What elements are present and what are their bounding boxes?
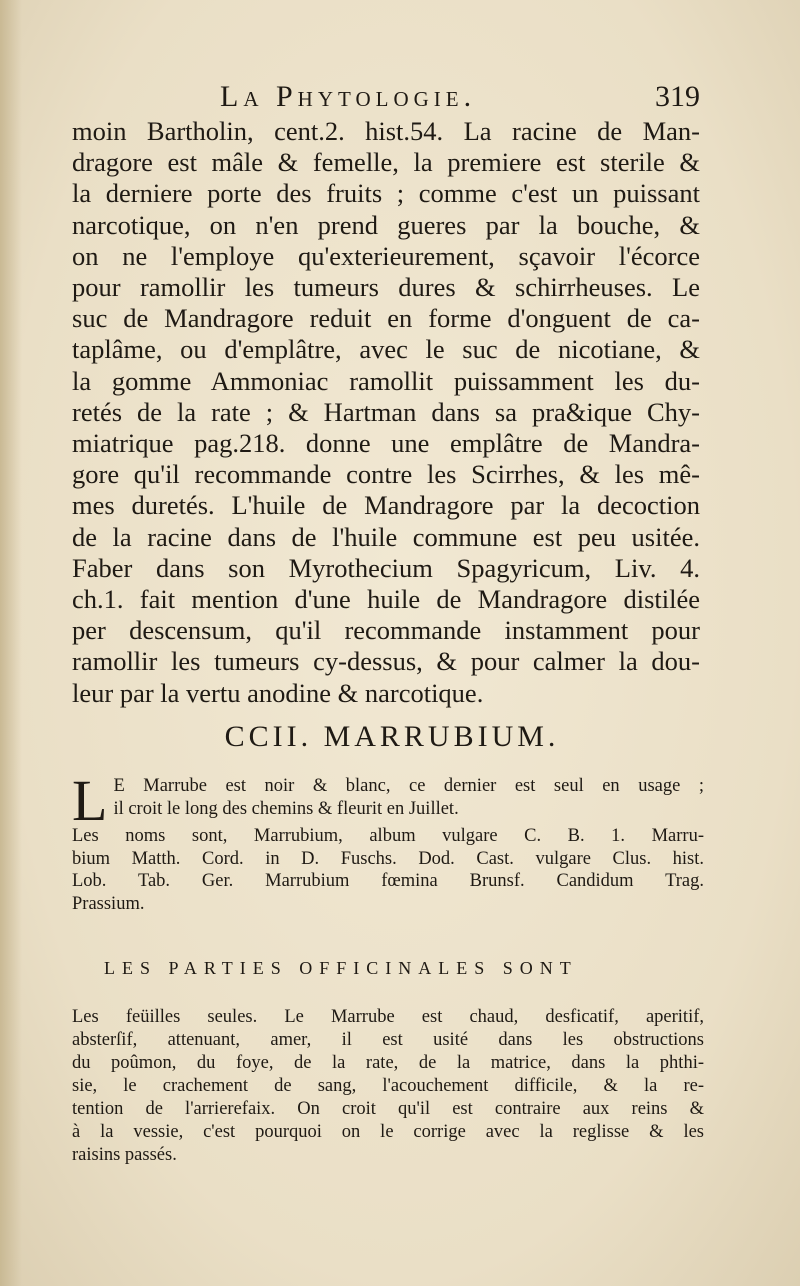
- text-line: de la racine dans de l'huile commune est peu usitée.: [72, 521, 700, 552]
- text-line: gore qu'il recommande contre les Scirrhes, & les mê-: [72, 459, 700, 490]
- drop-cap: L: [72, 768, 108, 833]
- text-line: la derniere porte des fruits ; comme c'est un puissant: [72, 178, 700, 209]
- text-line: Les feüilles seules. Le Marrube est chaud, desficatif, aperitif,: [72, 1007, 704, 1027]
- text-line: moin Bartholin, cent.2. hist.54. La racine de Man-: [72, 116, 700, 146]
- text-line: Faber dans son Myrothecium Spagyricum, Liv. 4.: [72, 552, 700, 583]
- text-line: mes duretés. L'huile de Mandragore par la decoction: [72, 490, 700, 521]
- subheading: LES PARTIES OFFICINALES SONT: [104, 958, 578, 978]
- text-line: pour ramollir les tumeurs dures & schirrheuses. Le: [72, 272, 700, 303]
- text-line: E Marrube est noir & blanc, ce dernier est seul en usage ;: [113, 776, 704, 796]
- text-line: on ne l'employe qu'exterieurement, sçavoir l'écorce: [72, 240, 700, 271]
- text-line: retés de la rate ; & Hartman dans sa pra&ique Chy-: [72, 396, 700, 427]
- text-line: sie, le crachement de sang, l'acouchement difficile, & la re-: [72, 1076, 704, 1096]
- text-line: la gomme Ammoniac ramollit puissamment les du-: [72, 365, 700, 396]
- text-line: taplâme, ou d'emplâtre, avec le suc de nicotiane, &: [72, 334, 700, 365]
- page-header: [180, 80, 710, 120]
- page-number: 319: [655, 80, 700, 113]
- text-line: Les noms sont, Marrubium, album vulgare C. B. 1. Marru-: [72, 826, 704, 846]
- text-line: suc de Mandragore reduit en forme d'onguent de ca-: [72, 303, 700, 334]
- text-line: Lob. Tab. Ger. Marrubium fœmina Brunsf. Candidum Trag.: [72, 871, 704, 891]
- text-line: narcotique, on n'en prend gueres par la bouche, &: [72, 209, 700, 240]
- paragraph-mandragore: [72, 116, 700, 709]
- text-line: du poûmon, du foye, de la rate, de la matrice, dans la phthi-: [72, 1053, 704, 1073]
- text-line: per descensum, qu'il recommande instamment pour: [72, 615, 700, 646]
- paragraph-marrubium: [72, 768, 704, 915]
- running-title: La Phytologie.: [220, 80, 477, 113]
- text-line: miatrique pag.218. donne une emplâtre de Mandra-: [72, 428, 700, 459]
- text-line: absterſif, attenuant, amer, il est usité dans les obstructions: [72, 1030, 704, 1050]
- text-line: dragore est mâle & femelle, la premiere est sterile &: [72, 147, 700, 178]
- text-line: ch.1. fait mention d'une huile de Mandragore distilée: [72, 584, 700, 615]
- text-line: raisins passés.: [72, 1145, 177, 1165]
- page-gutter-shadow: [0, 0, 22, 1286]
- text-line: il croit le long des chemins & fleurit en Juillet.: [113, 798, 459, 819]
- text-line: à la vessie, c'est pourquoi on le corrige avec la reglisse & les: [72, 1122, 704, 1142]
- text-line: bium Matth. Cord. in D. Fuschs. Dod. Cast. vulgare Clus. hist.: [72, 848, 704, 869]
- text-line: ramollir les tumeurs cy-dessus, & pour calmer la dou-: [72, 646, 700, 677]
- text-line: tention de l'arrierefaix. On croit qu'il est contraire aux reins &: [72, 1099, 704, 1119]
- section-title: CCII. MARRUBIUM.: [224, 720, 560, 753]
- paragraph-parties: [72, 1006, 704, 1167]
- text-line: Prassium.: [72, 893, 145, 914]
- text-line: leur par la vertu anodine & narcotique.: [72, 677, 484, 708]
